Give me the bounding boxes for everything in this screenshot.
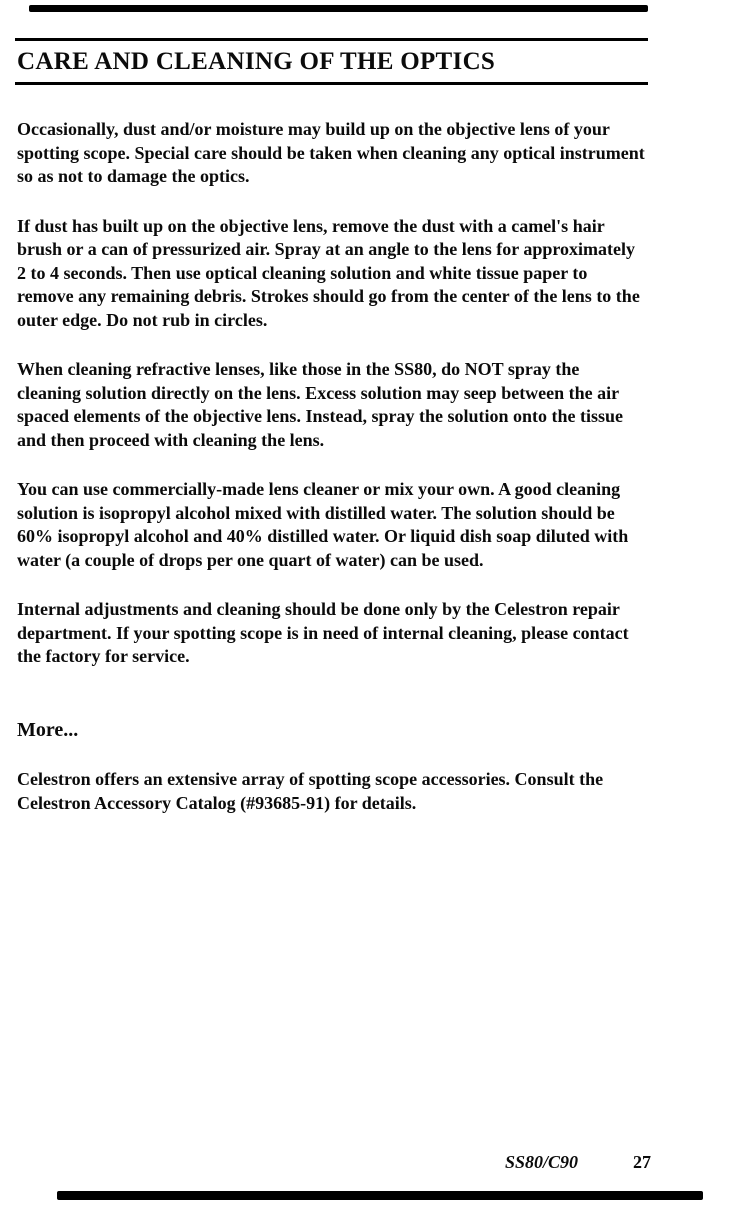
page-footer [0, 1152, 753, 1178]
paragraph-text: If dust has built up on the objective lens, remove the dust with a camel's hair brush or a can of pressurized air. Spray at an angle to the lens for approximately 2 to 4 seconds. Then use optical cleaning solution and white tissue paper to remove any remaining debris. Strokes should go from the center of the lens to the outer edge. [17, 215, 640, 330]
body-text [17, 118, 647, 841]
heading-more: More... [17, 718, 79, 741]
title-block [15, 38, 648, 85]
paragraph-cleaning-solution: You can use commercially-made lens cleaner or mix your own. A good cleaning solution is isopropyl alcohol mixed with distilled water. The solution should be 60% isopropyl alcohol and 40% distilled water. Or liquid dish soap diluted with water (a couple of drops per one quart of water) can be used. [17, 479, 629, 570]
paragraph-refractive-warning [17, 358, 647, 452]
paragraph-internal-adjustments: Internal adjustments and cleaning should be done only by the Celestron repair department. If your spotting scope is in need of internal cleaning, please contact the factory for service. [17, 599, 629, 666]
scan-artifact-bottom-bar [57, 1191, 703, 1200]
paragraph-dust-buildup: Occasionally, dust and/or moisture may build up on the objective lens of your spotting scope. Special care should be taken when cleaning any optical instrument so as not to damage the optics. [17, 119, 645, 186]
paragraph-dust-removal [17, 215, 647, 333]
page-title: CARE AND CLEANING OF THE OPTICS [17, 48, 496, 75]
scan-artifact-top-bar [29, 5, 648, 12]
page-number: 27 [633, 1152, 651, 1172]
bold-emphasis-no-circles: Do not rub in circles. [106, 309, 268, 330]
paragraph-accessories: Celestron offers an extensive array of spotting scope accessories. Consult the Celestron Accessory Catalog (#93685-91) for details. [17, 769, 604, 813]
paragraph-text: When cleaning refractive lenses, like those in the SS80, do [17, 359, 465, 379]
bold-emphasis-not: NOT [464, 359, 504, 379]
doc-reference: SS80/C90 [505, 1152, 579, 1172]
paragraph-text: spray the cleaning solution directly on the lens. Excess solution may seep between the air spaced elements of the objective lens. Instead, spray the solution onto the tissue and then proceed with cleaning the lens. [17, 359, 623, 450]
